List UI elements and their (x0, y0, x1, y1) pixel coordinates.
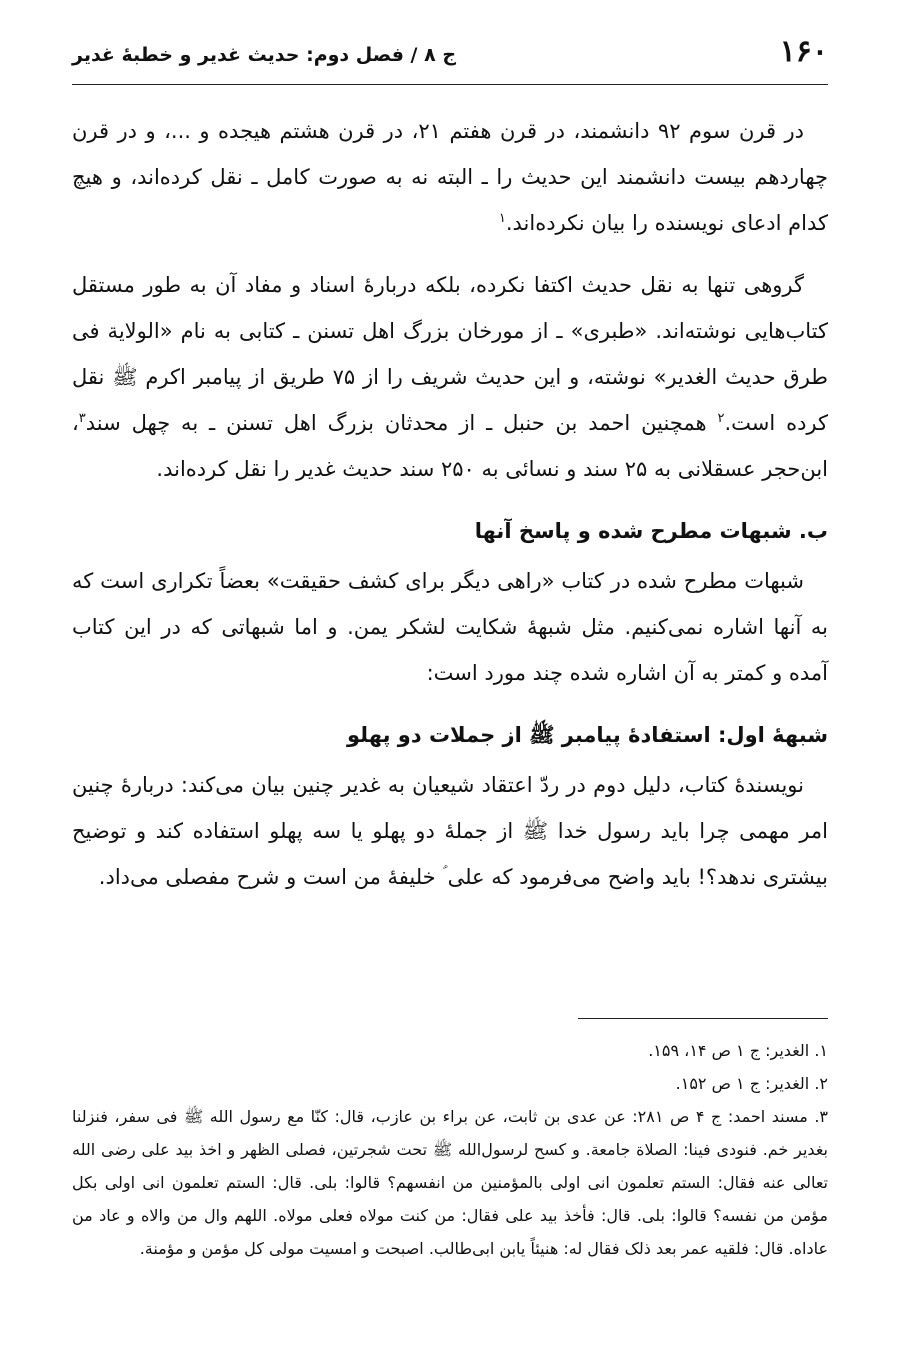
page-number: ۱۶۰ (779, 34, 828, 69)
paragraph-1 (72, 108, 828, 246)
footnote-separator (578, 1018, 828, 1019)
footnote-ref-1: ۱ (498, 211, 506, 226)
paragraph-2-text-b: همچنین احمد بن حنبل ـ از محدثان بزرگ اهل تسنن ـ به چهل سند (85, 411, 718, 435)
footnote-ref-2: ۲ (717, 411, 725, 426)
paragraph-3: شبهات مطرح شده در کتاب «راهی دیگر برای کشف حقیقت» بعضاً تکراری است که به آنها اشاره نمی‌کنیم. مثل شبههٔ شکایت لشکر یمن. و اما شبهاتی که در این کتاب آمده و کمتر به آن اشاره شده چند مورد است: (72, 569, 828, 685)
footnote-2: ۲. الغدیر: ج ۱ ص ۱۵۲. (675, 1074, 828, 1093)
footnote-3: ۳. مسند احمد: ج ۴ ص ۲۸۱: عن عدی بن ثابت، عن براء بن عازب، قال: کنّا مع رسول الله ﷺ فی سفر، فنزلنا بغدیر خم. فنودی فینا: الصلاة جامعة. و کسح لرسول‌الله ﷺ تحت شجرتین، فصلی الظهر و اخذ بید علی رضی الله تعالی عنه فقال: الستم تعلمون انی اولی بالمؤمنین من انفسهم؟ قالوا: بلی. قال: الستم تعلمون انی اولی بکل مؤمن من نفسه؟ قالوا: بلی. قال: فأخذ بید علی فقال: من کنت مولاه فعلی مولاه. اللهم وال من والاه و عاد من عاداه. قال: فلقیه عمر بعد ذلک فقال له: هنیئاً یابن ابی‌طالب. اصبحت و امسیت مولی کل مؤمن و مؤمنة. (72, 1107, 829, 1258)
footnotes (72, 1034, 828, 1265)
paragraph-4: نویسندهٔ کتاب، دلیل دوم در ردّ اعتقاد شیعیان به غدیر چنین بیان می‌کند: دربارهٔ چنین امر مهمی چرا باید رسول خدا ﷺ از جملهٔ دو پهلو یا سه پهلو استفاده کند و توضیح بیشتری ندهد؟! باید واضح می‌فرمود که علی ؑ خلیفهٔ من است و شرح مفصلی می‌داد. (72, 773, 828, 889)
section-heading-first-doubt: شبههٔ اول: استفادهٔ پیامبر ﷺ از جملات دو پهلو (347, 723, 828, 747)
footnote-ref-3: ۳ (78, 411, 86, 426)
book-page (72, 0, 828, 1366)
running-title: ج ۸ / فصل دوم: حدیث غدیر و خطبهٔ غدیر (72, 44, 457, 66)
paragraph-2-text-a: گروهی تنها به نقل حدیث اکتفا نکرده، بلکه دربارهٔ اسناد و مفاد آن به طور مستقل کتاب‌هایی نوشته‌اند. «طبری» ـ از مورخان بزرگ اهل تسنن ـ کتابی به نام «الولایة فی طرق حدیث الغدیر» نوشته، و این حدیث شریف را از ۷۵ طریق از پیامبر اکرم ﷺ نقل کرده است. (72, 273, 829, 435)
section-heading-b: ب. شبهات مطرح شده و پاسخ آنها (474, 519, 828, 543)
body-text (72, 108, 828, 916)
paragraph-2-text-c: ، ابن‌حجر عسقلانی به ۲۵ سند و نسائی به ۲۵۰ سند حدیث غدیر را نقل کرده‌اند. (72, 411, 828, 481)
page-header (72, 34, 828, 85)
paragraph-2 (72, 262, 828, 492)
footnote-1: ۱. الغدیر: ج ۱ ص ۱۴، ۱۵۹. (648, 1041, 828, 1060)
paragraph-1-text: در قرن سوم ۹۲ دانشمند، در قرن هفتم ۲۱، در قرن هشتم هیجده و ...، و در قرن چهاردهم بیست دانشمند این حدیث را ـ البته نه به صورت کامل ـ نقل کرده‌اند، و هیچ کدام ادعای نویسنده را بیان نکرده‌اند. (72, 119, 828, 235)
